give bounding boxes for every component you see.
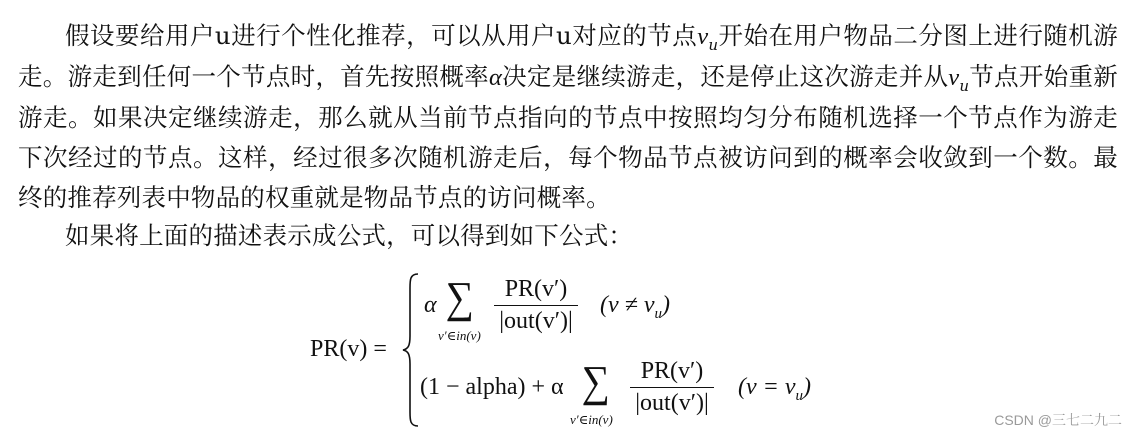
node-subscript: u: [959, 77, 970, 95]
condition-2: $(v = v_u)$: [738, 374, 811, 404]
node-subscript: u: [708, 36, 719, 54]
text-segment: 开始在用户物品二分图上进行随机游走。游走到任何一个节点时，首先按照概率: [18, 21, 1118, 91]
text-segment: 决定是继续游走，还是停止这次游走并从: [502, 62, 949, 91]
sum-index: v′∈in(v): [438, 328, 481, 343]
fraction: [494, 276, 578, 335]
fraction-bar: [630, 387, 714, 388]
text-segment: 假设要给用户u进行个性化推荐，可以从用户u对应的节点: [65, 21, 698, 50]
alpha-symbol: α: [424, 292, 437, 318]
sum-symbol: ∑: [581, 357, 610, 406]
cases-brace: [400, 272, 422, 428]
alpha-symbol: α: [488, 64, 503, 91]
node-variable: v: [697, 23, 709, 50]
fraction-numerator: PR(v′): [504, 276, 568, 302]
fraction-denominator: |out(v′)|: [499, 308, 573, 334]
node-variable: v: [948, 64, 960, 91]
csdn-watermark: CSDN @三七二九二: [994, 412, 1122, 428]
case2-prefix: (1 − alpha) + α: [420, 374, 564, 400]
condition-1: $(v \ne v_u)$: [600, 292, 670, 322]
fraction: [630, 358, 714, 417]
pagerank-formula: [0, 270, 1134, 430]
paragraph-random-walk: [18, 16, 1118, 218]
fraction-bar: [494, 305, 578, 306]
formula-lhs: PR(v) =: [310, 336, 387, 362]
paragraph-formula-intro: 如果将上面的描述表示成公式，可以得到如下公式：: [65, 221, 634, 250]
fraction-denominator: |out(v′)|: [635, 390, 709, 416]
text-segment: 节点开始重新游走。如果决定继续游走，那么就从当前节点指向的节点中按照均匀分布随机选择一个节点作为游走下次经过的节点。这样，经过很多次随机游走后，每个物品节点被访问到的概率会收敛到一个数。最终的推荐列表中物品的权重就是物品节点的访问概率。: [18, 62, 1118, 212]
fraction-numerator: PR(v′): [640, 358, 704, 384]
sum-index: v′∈in(v): [570, 412, 613, 427]
sum-symbol: ∑: [445, 273, 474, 322]
